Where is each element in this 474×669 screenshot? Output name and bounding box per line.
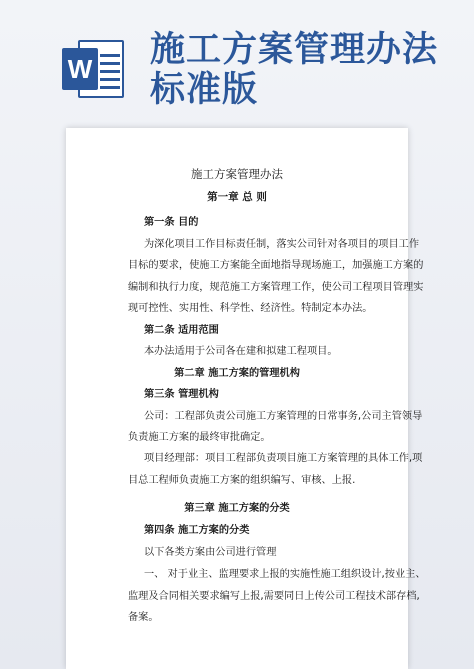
word-document-icon xyxy=(62,40,124,98)
article-3-line: 目总工程师负责施工方案的组织编写、审核、上报. xyxy=(128,475,356,486)
article-1-line: 为深化项目工作目标责任制，落实公司针对各项目的项目工作 xyxy=(144,239,420,250)
banner-title xyxy=(150,30,460,110)
chapter-1-heading: 第一章 总 则 xyxy=(207,191,267,203)
document-title: 施工方案管理办法 xyxy=(191,167,283,181)
article-4-line: 一、 对于业主、监理要求上报的实施性施工组织设计,按业主、 xyxy=(144,569,426,580)
header-banner xyxy=(0,0,474,120)
article-3-line: 负责施工方案的最终审批确定。 xyxy=(128,432,271,443)
article-4-heading: 第四条 施工方案的分类 xyxy=(144,525,250,536)
article-3-line: 项目经理部：项目工程部负责项目施工方案管理的具体工作,项 xyxy=(144,453,423,464)
article-1-line: 目标的要求，使施工方案能全面地指导现场施工，加强施工方案的 xyxy=(128,260,424,271)
article-1-line: 编制和执行力度，规范施工方案管理工作，使公司工程项目管理实 xyxy=(128,282,424,293)
article-1-heading: 第一条 目的 xyxy=(144,217,199,228)
article-3-heading: 第三条 管理机构 xyxy=(144,389,219,400)
banner-title-line2: 标准版 xyxy=(150,70,259,110)
chapter-3-heading: 第三章 施工方案的分类 xyxy=(184,503,290,514)
article-4-line: 监理及合同相关要求编写上报,需要同日上传公司工程技术部存档, xyxy=(128,591,420,602)
chapter-2-heading: 第二章 施工方案的管理机构 xyxy=(174,368,300,379)
article-2-body: 本办法适用于公司各在建和拟建工程项目。 xyxy=(144,346,338,357)
word-letter-badge: W xyxy=(62,48,98,90)
article-4-line: 备案。 xyxy=(128,612,159,623)
article-1-line: 现可控性、实用性、科学性、经济性。特制定本办法。 xyxy=(128,303,373,314)
article-3-line: 公司：工程部负责公司施工方案管理的日常事务,公司主管领导 xyxy=(144,411,423,422)
document-page xyxy=(66,128,426,669)
article-4-intro: 以下各类方案由公司进行管理 xyxy=(144,547,277,558)
article-2-heading: 第二条 适用范围 xyxy=(144,325,219,336)
banner-title-line1: 施工方案管理办法 xyxy=(150,30,439,70)
